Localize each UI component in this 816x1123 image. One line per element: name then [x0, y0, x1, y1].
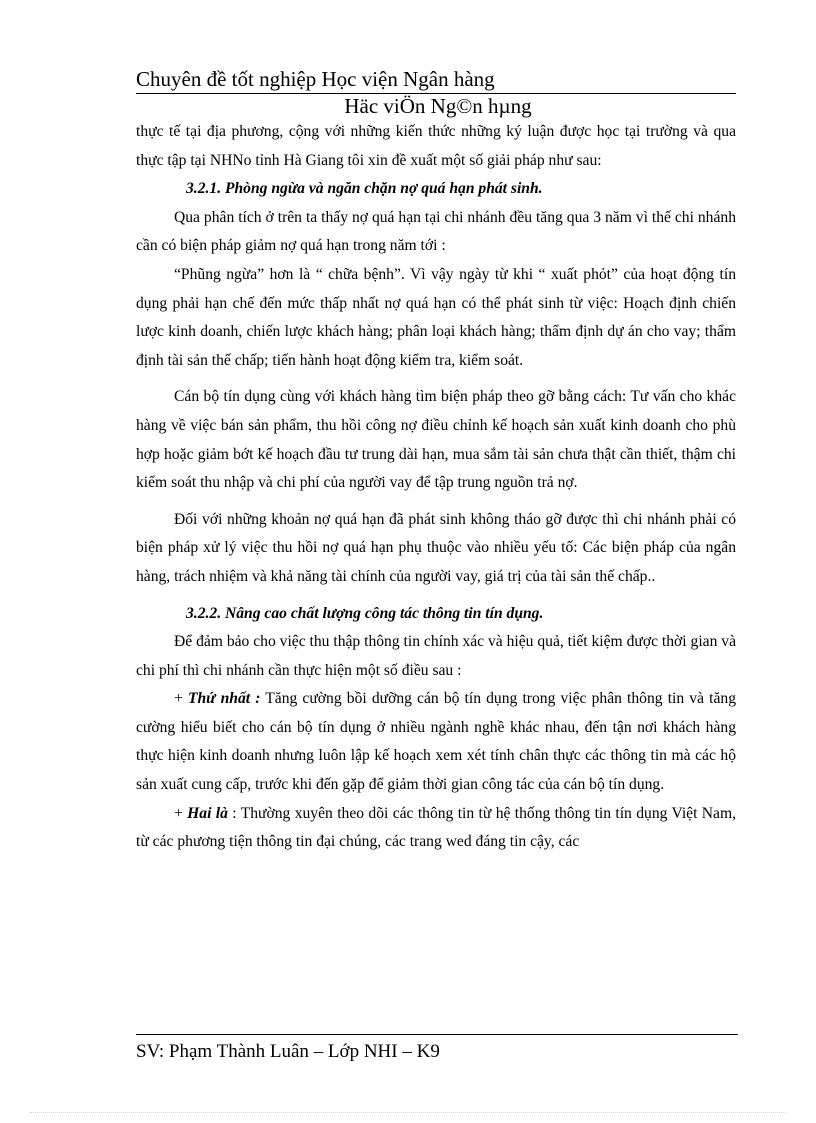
list-item-second-text: Thường xuyên theo dõi các thông tin từ hệ thống thông tin tín dụng Việt Nam, từ các phương tiện thông tin đại chúng, các trang wed đáng tin cậy, các — [136, 804, 736, 851]
section-heading-3-2-2: 3.2.2. Nâng cao chất lượng công tác thông tin tín dụng. — [186, 604, 544, 622]
document-header-subtitle: Häc viÖn Ng©n hµng — [344, 94, 532, 118]
paragraph-credit-officer: Cán bộ tín dụng cùng với khách hàng tìm biện pháp theo gỡ bằng cách: Tư vấn cho khác hàng về việc bán sản phẩm, thu hồi công nợ điều chỉnh kế hoạch sản xuất kinh doanh cho phù hợp hoặc giảm bớt kế hoạch đầu tư trung dài hạn, mua sắm tài sản chưa thật cần thiết, thậm chi kiểm soát thu nhập và chi phí của người vay để tập trung nguồn trả nợ. — [136, 388, 736, 492]
paragraph-analysis: Qua phân tích ở trên ta thấy nợ quá hạn tại chi nhánh đều tăng qua 3 năm vì thế chi nhánh cần có biện pháp giảm nợ quá hạn trong năm tới : — [136, 208, 736, 255]
footer-divider — [136, 1034, 738, 1035]
list-item-second-colon: : — [227, 804, 237, 822]
list-item-second-prefix: + — [174, 804, 188, 822]
list-item-first-lead: Thứ nhất : — [187, 690, 261, 708]
paragraph-overdue-debt: Đối với những khoản nợ quá hạn đã phát sinh không tháo gỡ được thì chi nhánh phải có biện pháp xử lý việc thu hồi nợ quá hạn phụ thuộc vào nhiều yếu tố: Các biện pháp của ngân hàng, trách nhiệm và khả năng tài chính của người vay, giá trị của tài sản thế chấp.. — [136, 510, 736, 585]
document-footer: SV: Phạm Thành Luân – Lớp NHI – K9 — [136, 1041, 440, 1062]
document-body — [136, 118, 736, 857]
list-item-first-text: Tăng cường bồi dưỡng cán bộ tín dụng trong việc phân thông tin và tăng cường hiểu biết cho cán bộ tín dụng ở nhiều ngành nghề khác nhau, đến tận nơi khách hàng thực hiện kinh doanh nhưng luôn lập kế hoạch xem xét tính chân thực các thông tin mà các hộ sản xuất cung cấp, trước khi đến gặp để giảm thời gian công tác của cán bộ tín dụng. — [136, 690, 736, 794]
list-item-first — [136, 685, 736, 799]
list-item-second-lead: Hai là — [187, 804, 228, 822]
list-item-second — [136, 800, 736, 857]
paragraph-intro: thực tế tại địa phương, cộng với những kiến thức những ký luận được học tại trường và qua thực tập tại NHNo tỉnh Hà Giang tôi xin đề xuất một số giải pháp như sau: — [136, 123, 736, 169]
list-item-first-prefix: + — [174, 690, 188, 708]
paragraph-information: Để đảm bảo cho việc thu thập thông tin chính xác và hiệu quả, tiết kiệm được thời gian và chi phí thì chi nhánh cần thực hiện một số điều sau : — [136, 633, 736, 679]
page-bottom-edge — [30, 1112, 786, 1113]
section-heading-3-2-1: 3.2.1. Phòng ngừa và ngăn chặn nợ quá hạn phát sinh. — [186, 180, 543, 198]
paragraph-prevention: “Phũng ngừa” hơn là “ chữa bệnh”. Vì vậy ngày từ khi “ xuất phỏt” của hoạt động tín dụng phải hạn chế đến mức thấp nhất nợ quá hạn có thể phát sinh từ việc: Hoạch định chiến lược kinh doanh, chiến lược khách hàng; phân loại khách hàng; thẩm định dự án cho vay; thẩm định tài sản thế chấp; tiến hành hoạt động kiểm tra, kiểm soát. — [136, 265, 736, 369]
document-header-title: Chuyên đề tốt nghiệp Học viện Ngân hàng — [136, 66, 736, 94]
